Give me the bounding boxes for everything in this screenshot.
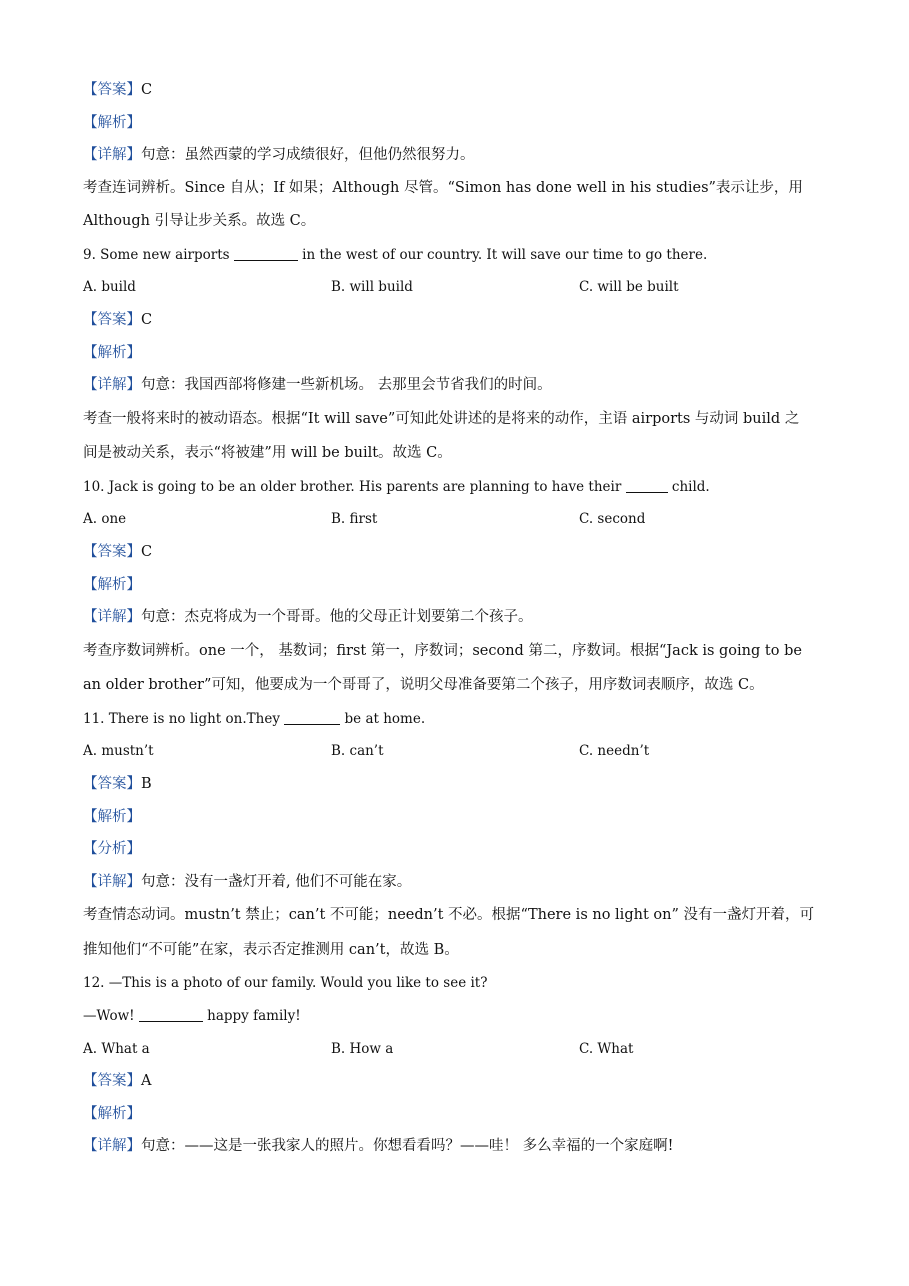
detail-line (83, 369, 843, 402)
question-line (83, 471, 843, 504)
answer-text: C (141, 82, 153, 98)
answer-tag: 【答案】 (83, 312, 141, 329)
explanation-text: 考查连词辨析。Since 自从；If 如果；Although 尽管。“Simon has done well in his studies”表示让步，用 (83, 179, 803, 196)
explanation-text: 考查情态动词。mustn’t 禁止；can’t 不可能；needn’t 不必。根据“There is no light on” 没有一盏灯开着，可 (83, 907, 814, 924)
question-text: —Wow! (83, 1007, 139, 1024)
detail-text: 句意：我国西部将修建一些新机场。 去那里会节省我们的时间。 (141, 377, 552, 394)
answer-line (83, 536, 843, 569)
answer-tag: 【答案】 (83, 82, 141, 98)
answer-line (83, 1065, 843, 1098)
option-c: C. will be built (579, 279, 679, 296)
detail-line (83, 601, 843, 634)
answer-blank (626, 478, 668, 493)
analysis-tag: 【解析】 (83, 344, 141, 361)
detail-line (83, 866, 843, 899)
detail-tag: 【详解】 (83, 873, 141, 890)
analysis-heading (83, 569, 843, 602)
option-a: A. one (83, 511, 127, 528)
answer-line (83, 74, 843, 107)
analysis-tag: 【解析】 (83, 114, 141, 131)
explanation-text: 推知他们“不可能”在家，表示否定推测用 can’t，故选 B。 (83, 941, 459, 958)
detail-line (83, 139, 843, 172)
answer-text: C (141, 312, 153, 329)
question-line (83, 703, 843, 736)
analysis-tag: 【解析】 (83, 1105, 141, 1122)
analysis-tag: 【分析】 (83, 841, 141, 858)
question-text: 12. —This is a photo of our family. Would you like to see it? (83, 975, 488, 992)
document-page (83, 74, 843, 1163)
detail-text: 句意：没有一盏灯开着, 他们不可能在家。 (141, 873, 412, 890)
analysis-heading (83, 801, 843, 834)
answer-line (83, 304, 843, 337)
analysis-heading (83, 1098, 843, 1131)
question-line (83, 239, 843, 272)
detail-text: 句意：虽然西蒙的学习成绩很好，但他仍然很努力。 (141, 147, 475, 164)
detail-tag: 【详解】 (83, 377, 141, 394)
option-a: A. mustn’t (83, 743, 154, 760)
option-a: A. What a (83, 1040, 150, 1057)
options-row (83, 271, 843, 304)
explanation-text: 考查序数词辨析。one 一个， 基数词；first 第一，序数词；second 第二，序数词。根据“Jack is going to be (83, 642, 802, 659)
question-text-tail: be at home. (340, 710, 426, 727)
option-c: C. needn’t (579, 743, 650, 760)
options-row (83, 1033, 843, 1066)
analysis-heading (83, 337, 843, 370)
detail-line (83, 1130, 843, 1163)
detail-tag: 【详解】 (83, 147, 141, 164)
answer-tag: 【答案】 (83, 1073, 141, 1090)
analysis-tag: 【解析】 (83, 808, 141, 825)
option-a: A. build (83, 279, 136, 296)
analysis-heading (83, 833, 843, 866)
question-line (83, 967, 843, 1000)
options-row (83, 735, 843, 768)
detail-text: 句意：杰克将成为一个哥哥。他的父母正计划要第二个孩子。 (141, 609, 533, 626)
detail-text: 句意：——这是一张我家人的照片。你想看看吗？——哇！ 多么幸福的一个家庭啊! (141, 1138, 674, 1155)
explanation-text: 间是被动关系，表示“将被建”用 will be built。故选 C。 (83, 445, 452, 462)
explanation-text: Although 引导让步关系。故选 C。 (83, 213, 316, 230)
question-text-tail: child. (667, 478, 710, 495)
answer-line (83, 768, 843, 801)
answer-blank (284, 710, 340, 725)
answer-text: A (141, 1073, 152, 1090)
explanation-text: an older brother”可知，他要成为一个哥哥了，说明父母准备要第二个孩子，用序数词表顺序，故选 C。 (83, 677, 764, 694)
option-c: C. What (579, 1040, 634, 1057)
question-text-tail: happy family! (202, 1007, 301, 1024)
option-b: B. can’t (331, 743, 384, 760)
option-b: B. How a (331, 1040, 394, 1057)
question-text: 11. There is no light on.They (83, 710, 285, 727)
detail-tag: 【详解】 (83, 609, 141, 626)
answer-text: B (141, 776, 152, 792)
analysis-heading (83, 107, 843, 140)
option-b: B. will build (331, 279, 413, 296)
option-c: C. second (579, 511, 646, 528)
answer-tag: 【答案】 (83, 544, 141, 561)
explanation-text: 考查一般将来时的被动语态。根据“It will save”可知此处讲述的是将来的动作，主语 airports 与动词 build 之 (83, 410, 800, 427)
analysis-tag: 【解析】 (83, 576, 141, 593)
answer-text: C (141, 544, 153, 561)
detail-tag: 【详解】 (83, 1138, 141, 1155)
question-text: 9. Some new airports (83, 246, 234, 263)
question-text: 10. Jack is going to be an older brother. His parents are planning to have their (83, 478, 626, 495)
answer-blank (234, 246, 298, 261)
answer-tag: 【答案】 (83, 776, 141, 792)
option-b: B. first (331, 511, 378, 528)
question-line (83, 1000, 843, 1033)
answer-blank (139, 1007, 203, 1022)
question-text-tail: in the west of our country. It will save our time to go there. (297, 246, 708, 263)
options-row (83, 503, 843, 536)
